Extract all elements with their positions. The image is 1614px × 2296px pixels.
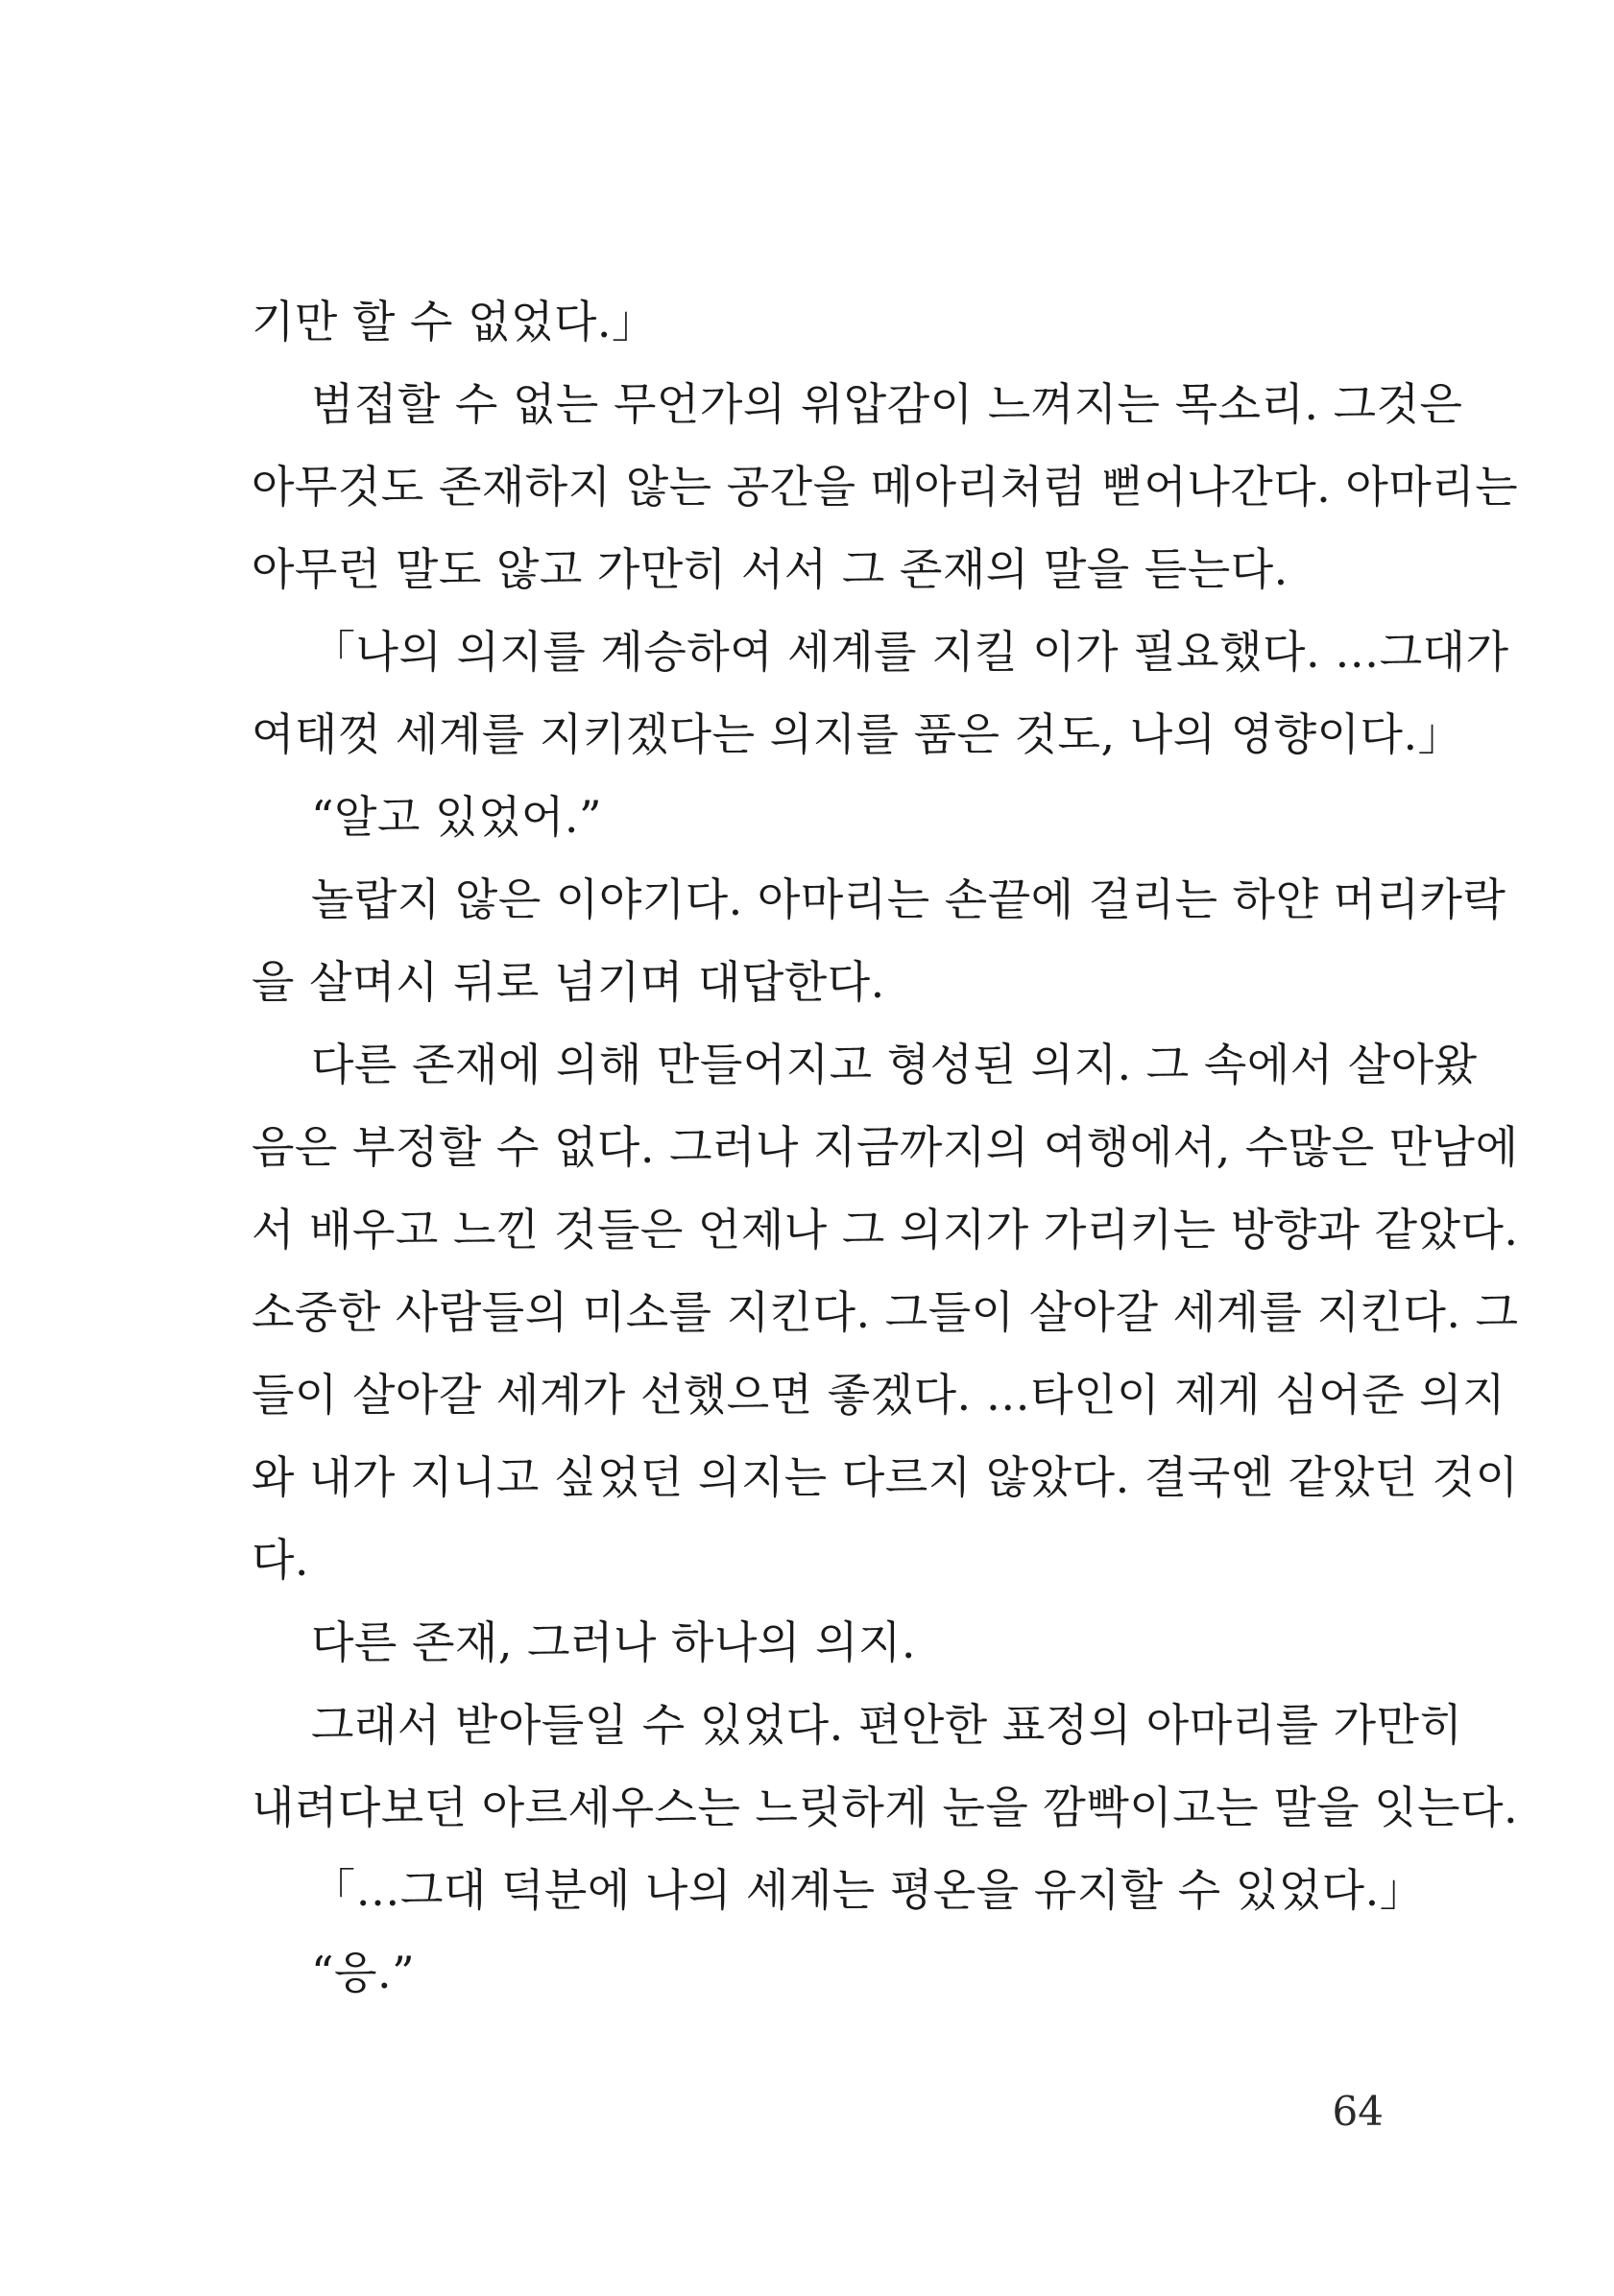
- text-line: “알고 있었어.”: [311, 791, 602, 843]
- text-line: 기만 할 수 없었다.」: [252, 296, 657, 347]
- text-line: 여태껏 세계를 지키겠다는 의지를 품은 것도, 나의 영향이다.」: [252, 708, 1463, 760]
- text-line: 들이 살아갈 세계가 선했으면 좋겠다. …타인이 제게 심어준 의지: [252, 1369, 1506, 1421]
- text-line: 놀랍지 않은 이야기다. 아마리는 손끝에 걸리는 하얀 머리카락: [311, 873, 1506, 925]
- text-line: 범접할 수 없는 무언가의 위압감이 느껴지는 목소리. 그것은: [311, 378, 1463, 430]
- text-line: 다.: [252, 1534, 310, 1586]
- text-line: 그래서 받아들일 수 있었다. 편안한 표정의 아마리를 가만히: [311, 1699, 1463, 1751]
- text-line: 「나의 의지를 계승하여 세계를 지킬 이가 필요했다. …그대가: [311, 626, 1509, 678]
- text-line: “응.”: [311, 1947, 416, 1998]
- text-line: 을 살며시 뒤로 넘기며 대답한다.: [252, 956, 885, 1008]
- text-line: 다른 존재에 의해 만들어지고 형성된 의지. 그 속에서 살아왔: [311, 1039, 1478, 1090]
- page-number: 64: [1332, 2088, 1384, 2135]
- text-line: 음은 부정할 수 없다. 그러나 지금까지의 여행에서, 수많은 만남에: [252, 1121, 1519, 1173]
- text-line: 다른 존재, 그러나 하나의 의지.: [311, 1616, 916, 1668]
- text-line: 「…그대 덕분에 나의 세계는 평온을 유지할 수 있었다.」: [311, 1864, 1425, 1916]
- text-line: 소중한 사람들의 미소를 지킨다. 그들이 살아갈 세계를 지킨다. 그: [252, 1286, 1519, 1338]
- body-text: [252, 280, 1519, 2014]
- text-line: 서 배우고 느낀 것들은 언제나 그 의지가 가리키는 방향과 같았다.: [252, 1204, 1519, 1256]
- text-line: 아무런 말도 않고 가만히 서서 그 존재의 말을 듣는다.: [252, 543, 1289, 595]
- text-line: 아무것도 존재하지 않는 공간을 메아리처럼 뻗어나간다. 아마리는: [252, 461, 1519, 513]
- text-line: 와 내가 지니고 싶었던 의지는 다르지 않았다. 결국엔 같았던 것이: [252, 1451, 1519, 1503]
- text-line: 내려다보던 아르세우스는 느릿하게 눈을 깜빡이고는 말을 잇는다.: [252, 1782, 1519, 1833]
